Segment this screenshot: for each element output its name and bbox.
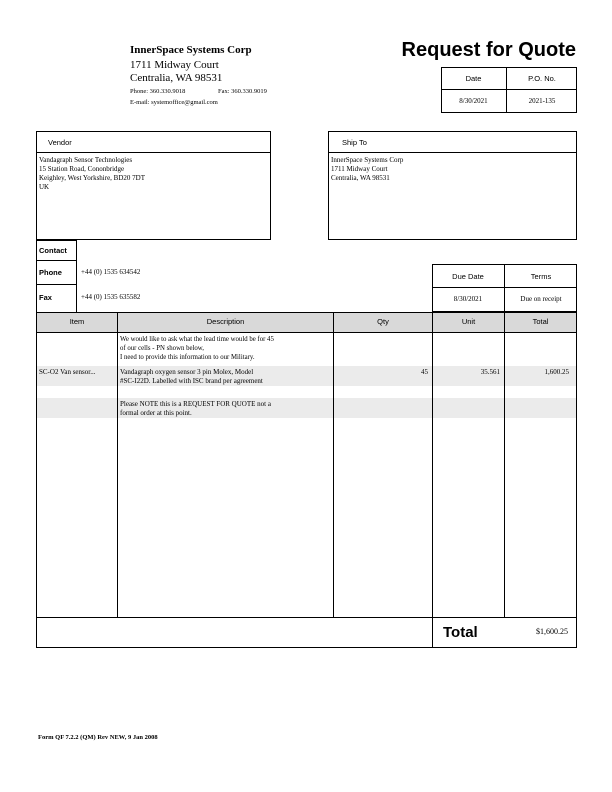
terms-value: Due on receipt [520, 295, 562, 303]
date-label: Date [465, 74, 482, 83]
note-top: We would like to ask what the lead time would be for 45 of our cells - PN shown below, I need to provide this information to our Military. [120, 336, 274, 361]
due-date-label: Due Date [452, 272, 484, 281]
company-name: InnerSpace Systems Corp [130, 44, 252, 56]
company-address-line1: 1711 Midway Court [130, 59, 219, 71]
item-qty: 45 [421, 368, 428, 376]
company-address-line2: Centralia, WA 98531 [130, 72, 223, 84]
document-title: Request for Quote [401, 39, 576, 61]
po-value: 2021-135 [528, 97, 556, 105]
item-description: Vandagraph oxygen sensor 3 pin Molex, Model #SC-I22D. Labelled with ISC brand per agreement [120, 368, 263, 385]
fax-value: +44 (0) 1535 635582 [81, 293, 141, 301]
company-email: E-mail: systemoffice@gmail.com [130, 99, 218, 106]
due-date-value: 8/30/2021 [453, 295, 483, 303]
company-fax: Fax: 360.330.9019 [218, 88, 267, 95]
col-header-item: Item [37, 312, 117, 332]
date-value: 8/30/2021 [459, 97, 488, 105]
col-header-total: Total [505, 312, 576, 332]
item-unit: 35.561 [480, 368, 500, 376]
ship-to-box [328, 131, 577, 240]
ship-to-address: InnerSpace Systems Corp 1711 Midway Court Centralia, WA 98531 [331, 156, 404, 182]
note-bottom: Please NOTE this is a REQUEST FOR QUOTE not a formal order at this point. [120, 400, 271, 417]
col-header-description: Description [118, 312, 333, 332]
col-header-unit: Unit [433, 312, 504, 332]
fax-label: Fax [39, 293, 52, 302]
vendor-label: Vendor [48, 138, 72, 147]
total-label: Total [443, 624, 478, 641]
item-code: SC-O2 Van sensor... [39, 368, 96, 376]
po-label: P.O. No. [528, 74, 556, 83]
item-total: 1,600.25 [544, 368, 569, 376]
company-phone: Phone: 360.330.9018 [130, 88, 186, 95]
vendor-address: Vandagraph Sensor Technologies 15 Station Road, Cononbridge Keighley, West Yorkshire, BD20 7DT UK [39, 156, 145, 191]
form-footer: Form QF 7.2.2 (QM) Rev NEW, 9 Jan 2008 [38, 734, 158, 741]
phone-value: +44 (0) 1535 634542 [81, 268, 141, 276]
col-header-qty: Qty [334, 312, 432, 332]
contact-label: Contact [39, 246, 67, 255]
ship-to-label: Ship To [342, 138, 367, 147]
terms-label: Terms [530, 272, 552, 281]
phone-label: Phone [39, 268, 62, 277]
total-value: $1,600.25 [536, 627, 568, 636]
